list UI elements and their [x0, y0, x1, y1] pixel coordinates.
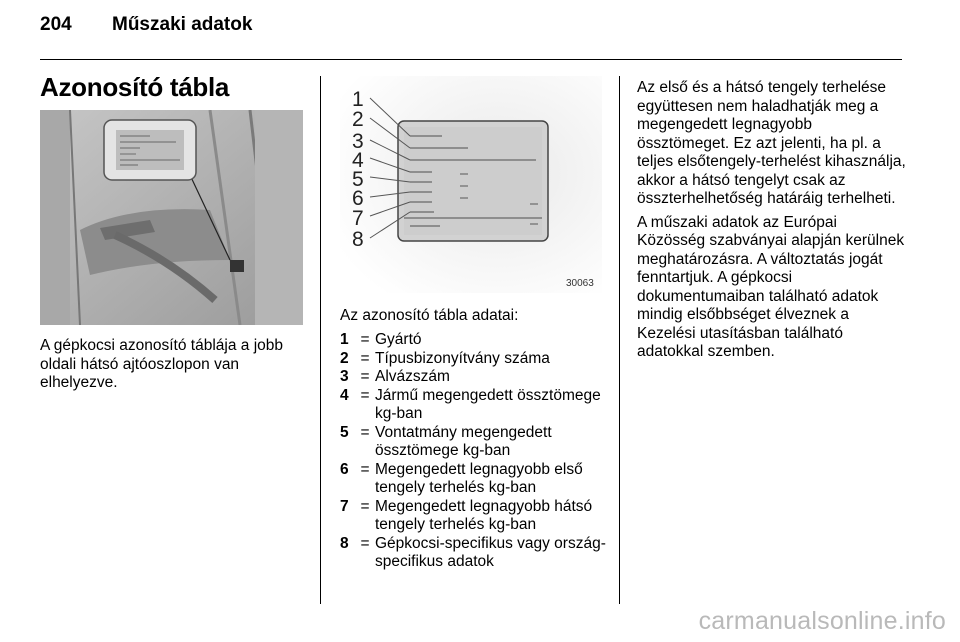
paragraph: A műszaki adatok az Európai Közösség szabványai alapján kerülnek meghatározásra. A változtatás jogát fenntartjuk. A gépkocsi dokumentumaiban található adatok mindig elsőbbséget élveznek a Kezelési utasításban található adatokkal szemben.	[637, 213, 905, 360]
legend-list	[340, 331, 610, 572]
callout-3: 3	[352, 130, 364, 153]
watermark: carmanualsonline.info	[698, 607, 946, 635]
legend-separator: =	[360, 460, 370, 478]
legend-key: 7	[340, 497, 349, 515]
callout-7: 7	[352, 207, 364, 230]
legend-separator: =	[360, 534, 370, 552]
legend-intro: Az azonosító tábla adatai:	[340, 307, 519, 324]
legend-item	[340, 498, 610, 535]
header-divider	[40, 59, 902, 60]
legend-key: 1	[340, 331, 349, 348]
callout-2: 2	[352, 108, 364, 131]
identification-plate-illustration	[340, 76, 602, 293]
axle-load-notes	[637, 79, 907, 367]
callout-1: 1	[352, 88, 364, 111]
paragraph: Az első és a hátsó tengely terhelése együttesen nem haladhatják meg a megengedett legnagyobb össztömeget. Ez azt jelenti, ha pl. a teljes elsőtengely-terhelést kihasználja, akkor a hátsó tengelyt csak az összterhelhetőség határáig terhelheti.	[637, 79, 906, 207]
legend-separator: =	[360, 349, 370, 367]
legend-separator: =	[360, 331, 370, 348]
page-number: 204	[40, 14, 72, 35]
legend-item	[340, 350, 610, 369]
legend-item	[340, 424, 610, 461]
legend-value: Megengedett legnagyobb első tengely terhelés kg-ban	[375, 460, 583, 496]
column-divider-2	[619, 76, 620, 604]
legend-key: 2	[340, 349, 349, 367]
legend-separator: =	[360, 423, 370, 441]
column-divider-1	[320, 76, 321, 604]
door-pillar-illustration	[40, 110, 303, 325]
legend-item	[340, 461, 610, 498]
page-header	[40, 14, 252, 36]
chapter-title: Műszaki adatok	[112, 14, 253, 35]
legend-value: Jármű megengedett össztömege kg-ban	[375, 386, 601, 422]
legend-value: Megengedett legnagyobb hátsó tengely terhelés kg-ban	[375, 497, 593, 533]
legend-key: 8	[340, 534, 349, 552]
legend-item	[340, 331, 610, 350]
location-description: A gépkocsi azonosító táblája a jobb oldali hátsó ajtóoszlopon van elhelyezve.	[40, 337, 284, 391]
legend-key: 3	[340, 368, 349, 385]
legend-value: Gyártó	[375, 331, 422, 348]
section-title: Azonosító tábla	[40, 72, 230, 102]
callout-6: 6	[352, 187, 364, 210]
legend-separator: =	[360, 368, 370, 385]
callout-4: 4	[352, 149, 364, 172]
legend-item	[340, 535, 610, 572]
legend-value: Vontatmány megengedett össztömege kg-ban	[375, 423, 552, 459]
legend-key: 5	[340, 423, 349, 441]
legend-key: 6	[340, 460, 349, 478]
legend-item	[340, 387, 610, 424]
callout-5: 5	[352, 168, 364, 191]
figure-code: 30063	[566, 278, 594, 289]
legend-key: 4	[340, 386, 349, 404]
callout-8: 8	[352, 228, 364, 251]
legend-separator: =	[360, 386, 370, 404]
legend-value: Típusbizonyítvány száma	[375, 349, 550, 367]
legend-item	[340, 368, 610, 387]
legend-value: Gépkocsi-specifikus vagy ország-specifikus adatok	[375, 534, 606, 570]
legend-value: Alvázszám	[375, 368, 450, 385]
legend-separator: =	[360, 497, 370, 515]
